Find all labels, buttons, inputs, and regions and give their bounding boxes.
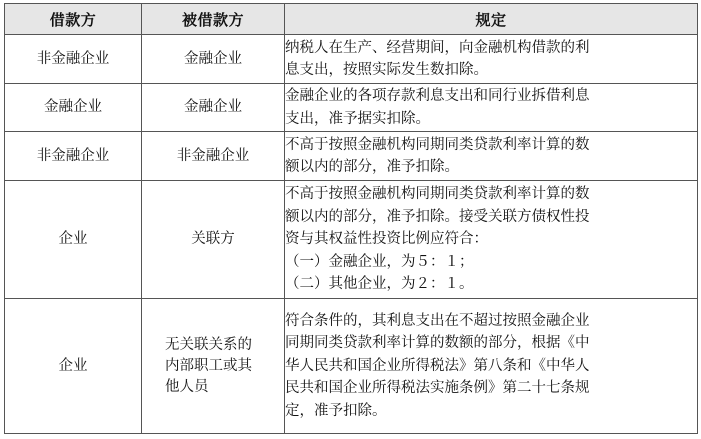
- table-row: [5, 84, 698, 132]
- rule-line: 支出，准予据实扣除。: [285, 110, 430, 127]
- rule-line: 同期同类贷款利率计算的数额的部分，根据《中: [285, 335, 590, 352]
- rule-cell: [285, 181, 698, 299]
- rule-line: 符合条件的，其利息支出在不超过按照金融企业: [285, 312, 590, 329]
- table-row: [5, 35, 698, 84]
- table-header-row: [5, 4, 698, 35]
- header-lender: 借款方: [5, 4, 142, 35]
- rule-line: 华人民共和国企业所得税法》第八条和《中华人: [285, 357, 590, 374]
- borrower-multiline-label: 无关联关系的内部职工或其他人员: [165, 336, 252, 395]
- borrower-cell: 金融企业: [142, 35, 285, 84]
- rule-line: 资与其权益性投资比例应符合：: [285, 231, 488, 248]
- header-rule: 规定: [285, 4, 698, 35]
- rule-line: 息支出，按照实际发生数扣除。: [285, 62, 488, 78]
- table-row: [5, 181, 698, 299]
- table-row: [5, 132, 698, 181]
- lender-cell: 非金融企业: [5, 132, 142, 181]
- rule-cell: [285, 35, 698, 84]
- lender-cell: 企业: [5, 299, 142, 434]
- rule-cell: [285, 84, 698, 132]
- rule-line: 不高于按照金融机构同期同类贷款利率计算的数: [285, 186, 590, 203]
- borrower-cell: 关联方: [142, 181, 285, 299]
- header-borrower: 被借款方: [142, 4, 285, 35]
- rule-line: 不高于按照金融机构同期同类贷款利率计算的数: [285, 136, 590, 153]
- lender-cell: 非金融企业: [5, 35, 142, 84]
- rule-line: 定，准予扣除。: [285, 402, 387, 419]
- interest-deduction-table: [4, 3, 698, 434]
- rule-cell: [285, 299, 698, 434]
- rule-cell: [285, 132, 698, 181]
- rule-line: 金融企业的各项存款利息支出和同行业拆借利息: [285, 88, 590, 104]
- rule-line: 额以内的部分，准予扣除。: [285, 159, 459, 175]
- lender-cell: 企业: [5, 181, 142, 299]
- rule-line: 纳税人在生产、经营期间，向金融机构借款的利: [285, 39, 590, 56]
- rule-line: 民共和国企业所得税法实施条例》第二十七条规: [285, 380, 590, 397]
- table-row: [5, 299, 698, 434]
- rule-line: （二）其他企业，为２：１。: [285, 276, 474, 293]
- rule-line: （一）金融企业，为５：１；: [285, 253, 474, 270]
- lender-cell: 金融企业: [5, 84, 142, 132]
- borrower-cell: [142, 299, 285, 434]
- rule-line: 额以内的部分，准予扣除。接受关联方债权性投: [285, 208, 590, 225]
- borrower-cell: 非金融企业: [142, 132, 285, 181]
- borrower-cell: 金融企业: [142, 84, 285, 132]
